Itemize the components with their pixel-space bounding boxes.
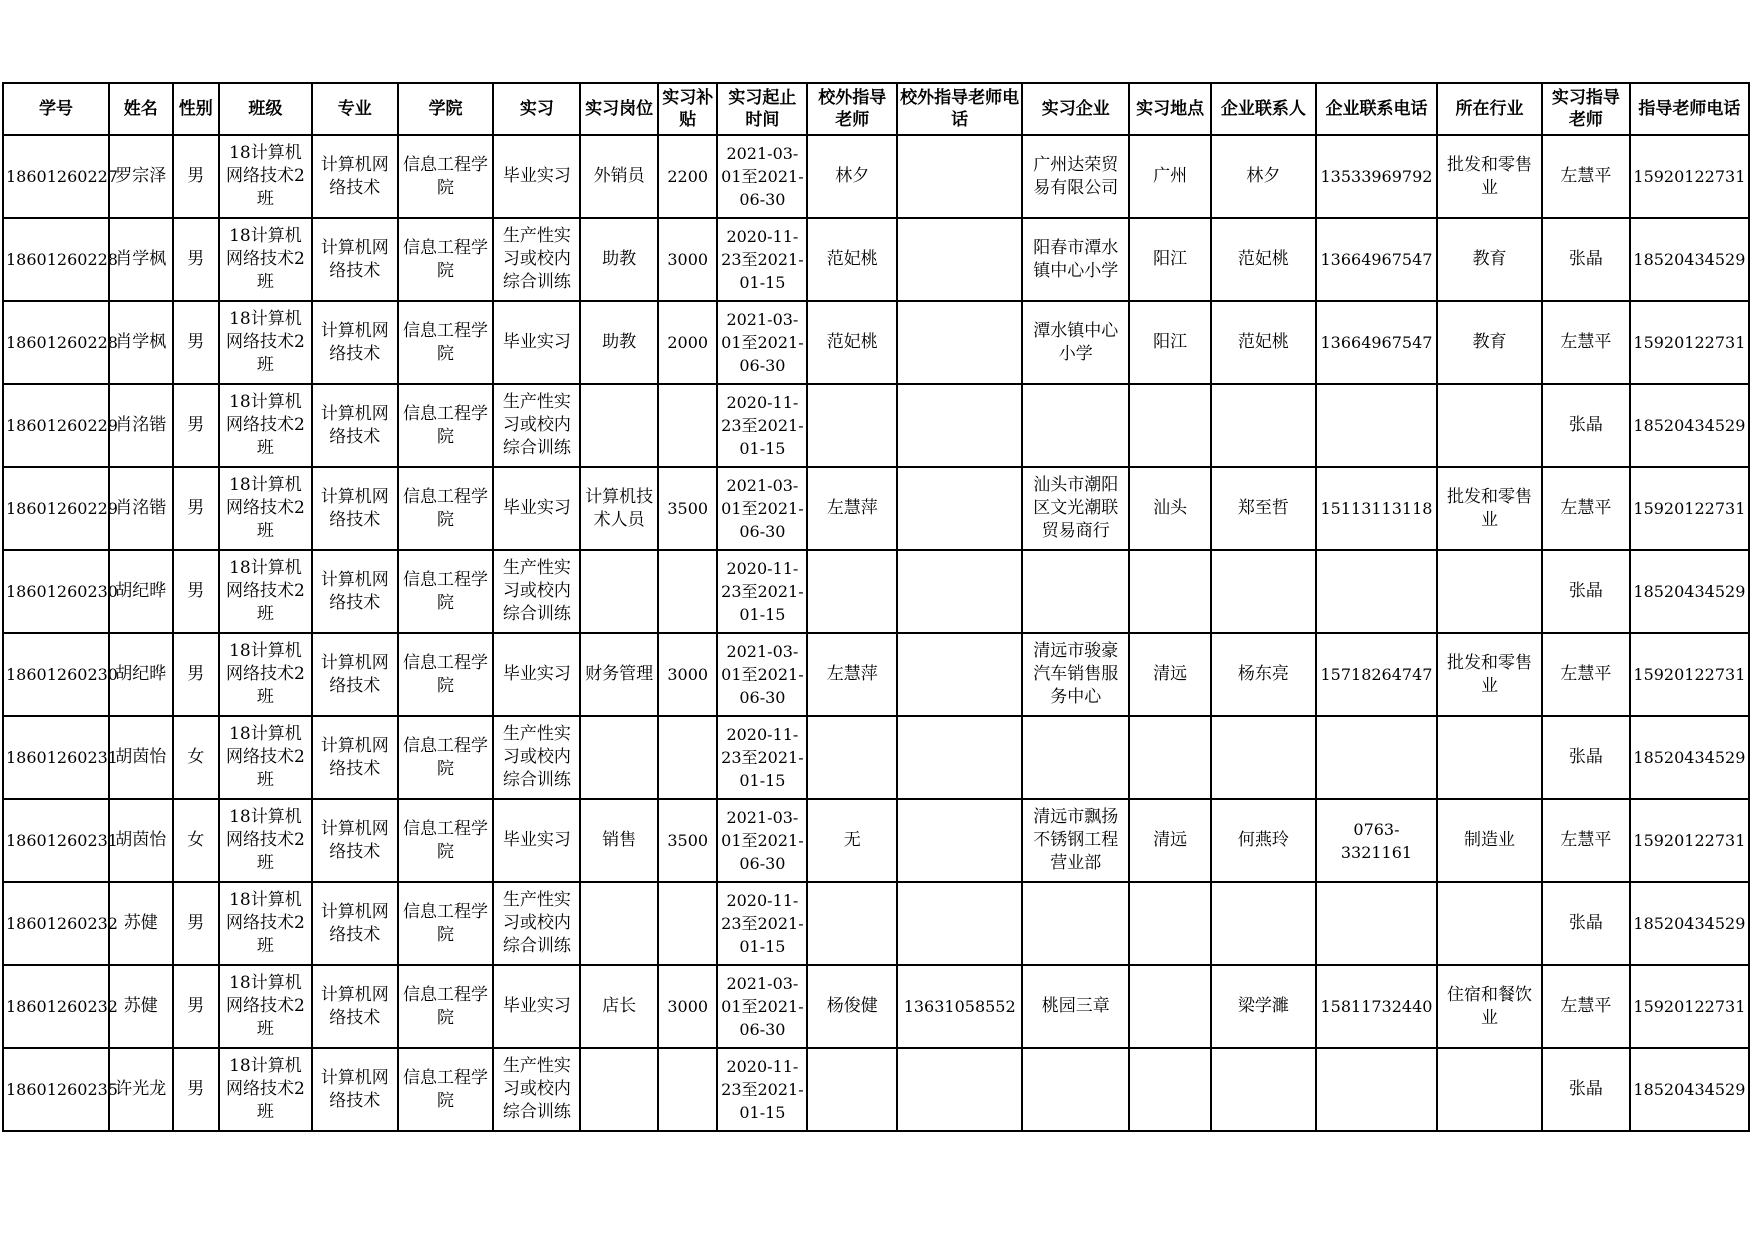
cell-company-phone	[1316, 550, 1437, 633]
cell-location: 清远	[1129, 799, 1211, 882]
table-row	[3, 716, 1749, 799]
cell-gender: 男	[173, 301, 219, 384]
cell-company	[1022, 550, 1129, 633]
cell-external-tutor: 无	[807, 799, 897, 882]
cell-company-contact: 范妃桃	[1211, 301, 1316, 384]
cell-location	[1129, 882, 1211, 965]
cell-external-tutor: 范妃桃	[807, 218, 897, 301]
table-row	[3, 301, 1749, 384]
cell-company-phone: 13664967547	[1316, 218, 1437, 301]
cell-tutor: 张晶	[1542, 716, 1630, 799]
cell-class: 18计算机网络技术2班	[219, 550, 312, 633]
table-row	[3, 218, 1749, 301]
cell-position	[580, 1048, 658, 1131]
cell-tutor: 张晶	[1542, 218, 1630, 301]
cell-name: 肖学枫	[109, 218, 173, 301]
table-row	[3, 965, 1749, 1048]
cell-class: 18计算机网络技术2班	[219, 384, 312, 467]
cell-student-id: 18601260228	[3, 218, 109, 301]
table-body	[3, 135, 1749, 1131]
cell-company-phone: 15718264747	[1316, 633, 1437, 716]
cell-name: 肖洺锴	[109, 467, 173, 550]
table-row	[3, 384, 1749, 467]
cell-college: 信息工程学院	[398, 799, 494, 882]
cell-gender: 男	[173, 467, 219, 550]
header-external-tutor: 校外指导老师	[807, 83, 897, 135]
cell-company: 广州达荣贸易有限公司	[1022, 135, 1129, 218]
cell-location: 阳江	[1129, 301, 1211, 384]
cell-major: 计算机网络技术	[312, 965, 398, 1048]
cell-name: 肖洺锴	[109, 384, 173, 467]
cell-external-tutor-phone	[897, 301, 1022, 384]
cell-class: 18计算机网络技术2班	[219, 467, 312, 550]
cell-period: 2021-03-01至2021-06-30	[717, 633, 807, 716]
cell-gender: 女	[173, 716, 219, 799]
cell-college: 信息工程学院	[398, 1048, 494, 1131]
cell-subsidy	[658, 882, 718, 965]
cell-college: 信息工程学院	[398, 301, 494, 384]
cell-tutor-phone: 18520434529	[1630, 716, 1749, 799]
cell-tutor-phone: 18520434529	[1630, 218, 1749, 301]
cell-tutor-phone: 18520434529	[1630, 882, 1749, 965]
cell-class: 18计算机网络技术2班	[219, 965, 312, 1048]
cell-major: 计算机网络技术	[312, 135, 398, 218]
cell-name: 肖学枫	[109, 301, 173, 384]
cell-student-id: 18601260230	[3, 633, 109, 716]
cell-student-id: 18601260232	[3, 882, 109, 965]
cell-company-contact	[1211, 882, 1316, 965]
cell-external-tutor-phone	[897, 550, 1022, 633]
cell-name: 苏健	[109, 965, 173, 1048]
cell-tutor: 左慧平	[1542, 467, 1630, 550]
header-position: 实习岗位	[580, 83, 658, 135]
cell-tutor-phone: 18520434529	[1630, 550, 1749, 633]
cell-subsidy	[658, 550, 718, 633]
cell-company-contact: 梁学濉	[1211, 965, 1316, 1048]
cell-gender: 男	[173, 965, 219, 1048]
cell-subsidy: 2000	[658, 301, 718, 384]
cell-position	[580, 384, 658, 467]
cell-tutor: 张晶	[1542, 384, 1630, 467]
cell-position: 助教	[580, 218, 658, 301]
cell-period: 2020-11-23至2021-01-15	[717, 882, 807, 965]
cell-major: 计算机网络技术	[312, 1048, 398, 1131]
cell-period: 2021-03-01至2021-06-30	[717, 135, 807, 218]
cell-industry: 教育	[1437, 301, 1542, 384]
cell-external-tutor	[807, 384, 897, 467]
cell-external-tutor	[807, 882, 897, 965]
cell-major: 计算机网络技术	[312, 716, 398, 799]
cell-period: 2020-11-23至2021-01-15	[717, 384, 807, 467]
cell-industry: 教育	[1437, 218, 1542, 301]
cell-class: 18计算机网络技术2班	[219, 633, 312, 716]
cell-subsidy: 2200	[658, 135, 718, 218]
cell-class: 18计算机网络技术2班	[219, 135, 312, 218]
cell-location	[1129, 716, 1211, 799]
cell-industry: 批发和零售业	[1437, 135, 1542, 218]
cell-industry: 制造业	[1437, 799, 1542, 882]
cell-external-tutor	[807, 1048, 897, 1131]
cell-external-tutor-phone	[897, 882, 1022, 965]
cell-internship-type: 毕业实习	[493, 467, 580, 550]
header-internship-type: 实习	[493, 83, 580, 135]
cell-company-phone: 15113113118	[1316, 467, 1437, 550]
cell-location: 清远	[1129, 633, 1211, 716]
cell-period: 2021-03-01至2021-06-30	[717, 965, 807, 1048]
cell-company-contact	[1211, 1048, 1316, 1131]
cell-name: 苏健	[109, 882, 173, 965]
table-row	[3, 550, 1749, 633]
header-row	[3, 83, 1749, 135]
cell-external-tutor: 左慧萍	[807, 467, 897, 550]
cell-location	[1129, 965, 1211, 1048]
cell-student-id: 18601260232	[3, 965, 109, 1048]
cell-gender: 男	[173, 1048, 219, 1131]
cell-name: 许光龙	[109, 1048, 173, 1131]
cell-name: 胡纪晔	[109, 550, 173, 633]
cell-class: 18计算机网络技术2班	[219, 301, 312, 384]
cell-company	[1022, 716, 1129, 799]
cell-major: 计算机网络技术	[312, 799, 398, 882]
cell-gender: 男	[173, 384, 219, 467]
cell-tutor: 张晶	[1542, 550, 1630, 633]
cell-external-tutor: 左慧萍	[807, 633, 897, 716]
header-major: 专业	[312, 83, 398, 135]
cell-external-tutor-phone	[897, 218, 1022, 301]
cell-internship-type: 生产性实习或校内综合训练	[493, 384, 580, 467]
cell-external-tutor: 杨俊健	[807, 965, 897, 1048]
cell-internship-type: 毕业实习	[493, 301, 580, 384]
cell-tutor-phone: 15920122731	[1630, 965, 1749, 1048]
cell-location: 汕头	[1129, 467, 1211, 550]
cell-gender: 男	[173, 882, 219, 965]
cell-company: 桃园三章	[1022, 965, 1129, 1048]
cell-company-phone: 15811732440	[1316, 965, 1437, 1048]
cell-company	[1022, 882, 1129, 965]
cell-internship-type: 毕业实习	[493, 799, 580, 882]
cell-company	[1022, 1048, 1129, 1131]
cell-company: 清远市骏豪汽车销售服务中心	[1022, 633, 1129, 716]
cell-company-phone: 13533969792	[1316, 135, 1437, 218]
cell-industry: 住宿和餐饮业	[1437, 965, 1542, 1048]
cell-internship-type: 毕业实习	[493, 135, 580, 218]
cell-position: 销售	[580, 799, 658, 882]
header-company: 实习企业	[1022, 83, 1129, 135]
cell-external-tutor	[807, 716, 897, 799]
header-tutor: 实习指导老师	[1542, 83, 1630, 135]
cell-location: 阳江	[1129, 218, 1211, 301]
cell-company-contact	[1211, 716, 1316, 799]
cell-industry	[1437, 882, 1542, 965]
cell-student-id: 18601260231	[3, 716, 109, 799]
internship-table	[2, 82, 1750, 1132]
cell-internship-type: 毕业实习	[493, 633, 580, 716]
cell-position: 财务管理	[580, 633, 658, 716]
cell-position: 助教	[580, 301, 658, 384]
header-external-tutor-phone: 校外指导老师电话	[897, 83, 1022, 135]
cell-gender: 女	[173, 799, 219, 882]
cell-class: 18计算机网络技术2班	[219, 882, 312, 965]
cell-major: 计算机网络技术	[312, 550, 398, 633]
cell-position: 店长	[580, 965, 658, 1048]
table-row	[3, 882, 1749, 965]
cell-period: 2021-03-01至2021-06-30	[717, 799, 807, 882]
cell-external-tutor-phone	[897, 384, 1022, 467]
cell-external-tutor-phone	[897, 633, 1022, 716]
cell-college: 信息工程学院	[398, 633, 494, 716]
cell-position	[580, 550, 658, 633]
cell-tutor-phone: 15920122731	[1630, 301, 1749, 384]
cell-tutor: 张晶	[1542, 1048, 1630, 1131]
cell-company-contact: 何燕玲	[1211, 799, 1316, 882]
table-row	[3, 135, 1749, 218]
cell-period: 2020-11-23至2021-01-15	[717, 1048, 807, 1131]
cell-external-tutor-phone	[897, 135, 1022, 218]
cell-external-tutor-phone	[897, 1048, 1022, 1131]
cell-internship-type: 生产性实习或校内综合训练	[493, 550, 580, 633]
cell-college: 信息工程学院	[398, 965, 494, 1048]
cell-internship-type: 毕业实习	[493, 965, 580, 1048]
cell-external-tutor-phone	[897, 467, 1022, 550]
cell-major: 计算机网络技术	[312, 384, 398, 467]
cell-location	[1129, 550, 1211, 633]
cell-student-id: 18601260228	[3, 301, 109, 384]
header-name: 姓名	[109, 83, 173, 135]
table-row	[3, 1048, 1749, 1131]
cell-subsidy: 3000	[658, 633, 718, 716]
cell-college: 信息工程学院	[398, 218, 494, 301]
cell-company-contact	[1211, 550, 1316, 633]
cell-position	[580, 716, 658, 799]
cell-period: 2020-11-23至2021-01-15	[717, 550, 807, 633]
cell-class: 18计算机网络技术2班	[219, 716, 312, 799]
cell-tutor: 左慧平	[1542, 301, 1630, 384]
cell-company-contact: 杨东亮	[1211, 633, 1316, 716]
cell-college: 信息工程学院	[398, 882, 494, 965]
cell-internship-type: 生产性实习或校内综合训练	[493, 1048, 580, 1131]
cell-tutor: 左慧平	[1542, 965, 1630, 1048]
cell-company-contact: 郑至哲	[1211, 467, 1316, 550]
header-tutor-phone: 指导老师电话	[1630, 83, 1749, 135]
cell-tutor-phone: 15920122731	[1630, 799, 1749, 882]
cell-subsidy	[658, 384, 718, 467]
cell-college: 信息工程学院	[398, 467, 494, 550]
cell-industry	[1437, 384, 1542, 467]
cell-class: 18计算机网络技术2班	[219, 218, 312, 301]
cell-college: 信息工程学院	[398, 135, 494, 218]
cell-student-id: 18601260229	[3, 467, 109, 550]
cell-subsidy	[658, 1048, 718, 1131]
cell-major: 计算机网络技术	[312, 467, 398, 550]
header-college: 学院	[398, 83, 494, 135]
cell-location: 广州	[1129, 135, 1211, 218]
cell-tutor: 左慧平	[1542, 135, 1630, 218]
cell-gender: 男	[173, 218, 219, 301]
cell-internship-type: 生产性实习或校内综合训练	[493, 882, 580, 965]
header-period: 实习起止时间	[717, 83, 807, 135]
header-industry: 所在行业	[1437, 83, 1542, 135]
cell-external-tutor-phone	[897, 799, 1022, 882]
cell-company-phone	[1316, 384, 1437, 467]
cell-internship-type: 生产性实习或校内综合训练	[493, 218, 580, 301]
cell-period: 2020-11-23至2021-01-15	[717, 716, 807, 799]
cell-student-id: 18601260235	[3, 1048, 109, 1131]
header-location: 实习地点	[1129, 83, 1211, 135]
cell-external-tutor: 范妃桃	[807, 301, 897, 384]
table-row	[3, 799, 1749, 882]
cell-tutor: 左慧平	[1542, 799, 1630, 882]
cell-industry	[1437, 716, 1542, 799]
cell-student-id: 18601260230	[3, 550, 109, 633]
cell-industry: 批发和零售业	[1437, 633, 1542, 716]
cell-company-phone	[1316, 716, 1437, 799]
cell-industry	[1437, 1048, 1542, 1131]
cell-student-id: 18601260227	[3, 135, 109, 218]
cell-student-id: 18601260229	[3, 384, 109, 467]
header-company-contact: 企业联系人	[1211, 83, 1316, 135]
cell-company-contact: 林夕	[1211, 135, 1316, 218]
cell-company-phone: 13664967547	[1316, 301, 1437, 384]
cell-name: 胡纪晔	[109, 633, 173, 716]
cell-external-tutor: 林夕	[807, 135, 897, 218]
cell-position: 计算机技术人员	[580, 467, 658, 550]
cell-company-phone	[1316, 1048, 1437, 1131]
cell-subsidy: 3000	[658, 218, 718, 301]
cell-college: 信息工程学院	[398, 384, 494, 467]
cell-subsidy: 3500	[658, 799, 718, 882]
header-gender: 性别	[173, 83, 219, 135]
cell-tutor-phone: 18520434529	[1630, 1048, 1749, 1131]
table-row	[3, 467, 1749, 550]
cell-industry: 批发和零售业	[1437, 467, 1542, 550]
cell-company-contact	[1211, 384, 1316, 467]
cell-company: 阳春市潭水镇中心小学	[1022, 218, 1129, 301]
cell-tutor-phone: 18520434529	[1630, 384, 1749, 467]
cell-name: 罗宗泽	[109, 135, 173, 218]
cell-external-tutor-phone: 13631058552	[897, 965, 1022, 1048]
cell-period: 2020-11-23至2021-01-15	[717, 218, 807, 301]
cell-position	[580, 882, 658, 965]
cell-student-id: 18601260231	[3, 799, 109, 882]
cell-major: 计算机网络技术	[312, 301, 398, 384]
header-subsidy: 实习补贴	[658, 83, 718, 135]
cell-tutor-phone: 15920122731	[1630, 467, 1749, 550]
cell-college: 信息工程学院	[398, 716, 494, 799]
cell-major: 计算机网络技术	[312, 882, 398, 965]
cell-period: 2021-03-01至2021-06-30	[717, 301, 807, 384]
cell-name: 胡茵怡	[109, 716, 173, 799]
cell-company: 汕头市潮阳区文光潮联贸易商行	[1022, 467, 1129, 550]
cell-college: 信息工程学院	[398, 550, 494, 633]
cell-subsidy: 3000	[658, 965, 718, 1048]
cell-tutor-phone: 15920122731	[1630, 633, 1749, 716]
cell-company-phone	[1316, 882, 1437, 965]
cell-company: 潭水镇中心小学	[1022, 301, 1129, 384]
cell-gender: 男	[173, 135, 219, 218]
cell-tutor-phone: 15920122731	[1630, 135, 1749, 218]
cell-external-tutor-phone	[897, 716, 1022, 799]
cell-internship-type: 生产性实习或校内综合训练	[493, 716, 580, 799]
cell-tutor: 张晶	[1542, 882, 1630, 965]
cell-location	[1129, 1048, 1211, 1131]
cell-company: 清远市飘扬不锈钢工程营业部	[1022, 799, 1129, 882]
cell-class: 18计算机网络技术2班	[219, 1048, 312, 1131]
cell-subsidy	[658, 716, 718, 799]
cell-class: 18计算机网络技术2班	[219, 799, 312, 882]
cell-tutor: 左慧平	[1542, 633, 1630, 716]
cell-external-tutor	[807, 550, 897, 633]
cell-company-phone: 0763-3321161	[1316, 799, 1437, 882]
cell-company-contact: 范妃桃	[1211, 218, 1316, 301]
cell-position: 外销员	[580, 135, 658, 218]
cell-gender: 男	[173, 550, 219, 633]
cell-name: 胡茵怡	[109, 799, 173, 882]
table-row	[3, 633, 1749, 716]
cell-major: 计算机网络技术	[312, 218, 398, 301]
header-student-id: 学号	[3, 83, 109, 135]
cell-industry	[1437, 550, 1542, 633]
cell-company	[1022, 384, 1129, 467]
cell-major: 计算机网络技术	[312, 633, 398, 716]
cell-subsidy: 3500	[658, 467, 718, 550]
header-class: 班级	[219, 83, 312, 135]
cell-gender: 男	[173, 633, 219, 716]
header-company-phone: 企业联系电话	[1316, 83, 1437, 135]
cell-location	[1129, 384, 1211, 467]
cell-period: 2021-03-01至2021-06-30	[717, 467, 807, 550]
